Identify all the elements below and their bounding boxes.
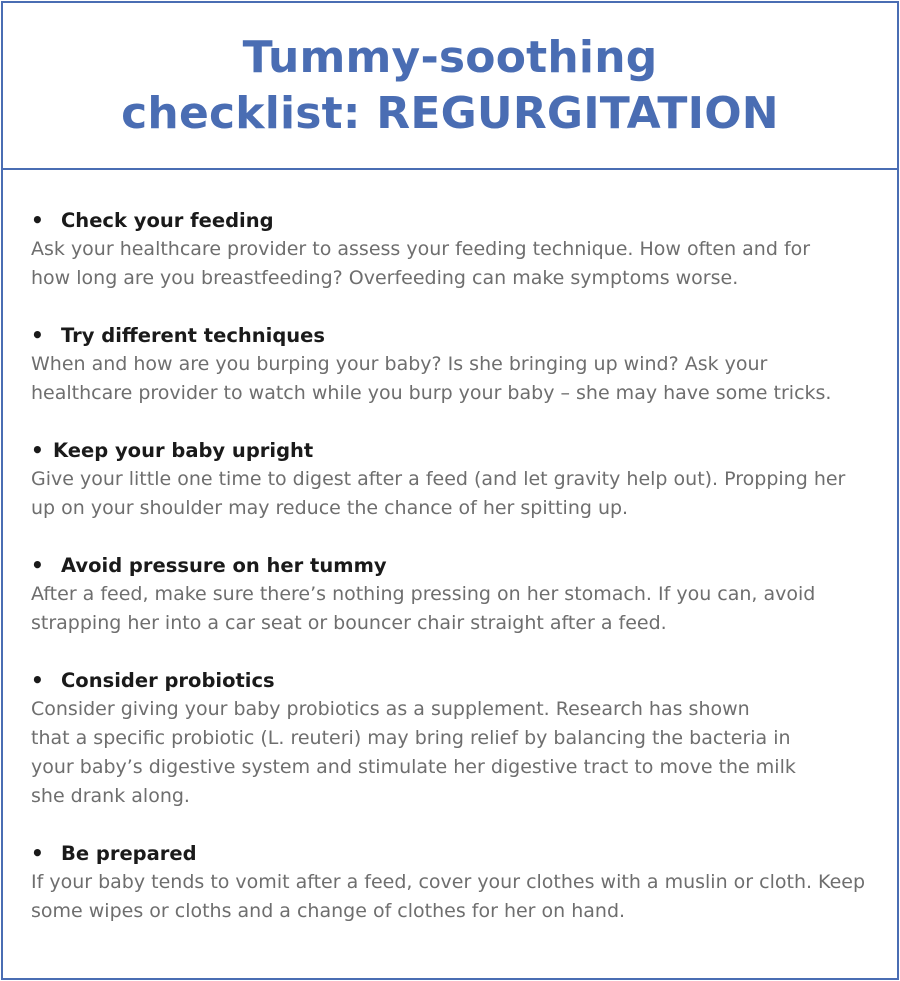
checklist xyxy=(3,170,897,926)
checklist-item xyxy=(31,436,877,523)
item-description: If your baby tends to vomit after a feed, cover your clothes with a muslin or cloth. Keep some wipes or cloths and a change of clothes for her on hand. xyxy=(31,871,866,922)
page-title xyxy=(121,30,779,142)
bullet-icon: • xyxy=(31,323,44,347)
item-heading xyxy=(31,666,877,695)
item-description: Ask your healthcare provider to assess your feeding technique. How often and for how long are you breastfeeding? Overfeeding can make symptoms worse. xyxy=(31,238,811,289)
bullet-icon: • xyxy=(31,668,44,692)
bullet-icon: • xyxy=(31,438,44,462)
item-description: When and how are you burping your baby? Is she bringing up wind? Ask your healthcare provider to watch while you burp your baby – she may have some tricks. xyxy=(31,353,832,404)
bullet-icon: • xyxy=(31,208,44,232)
title-line-1: Tummy-soothing xyxy=(242,31,658,83)
checklist-item xyxy=(31,551,877,638)
item-heading xyxy=(31,839,877,868)
checklist-item xyxy=(31,839,877,926)
bullet-icon: • xyxy=(31,841,44,865)
item-title: Be prepared xyxy=(61,842,197,865)
item-heading xyxy=(31,436,877,465)
item-description: After a feed, make sure there’s nothing pressing on her stomach. If you can, avoid strapping her into a car seat or bouncer chair straight after a feed. xyxy=(31,583,816,634)
header xyxy=(3,3,897,170)
item-title: Consider probiotics xyxy=(61,669,275,692)
item-title: Keep your baby upright xyxy=(53,439,314,462)
item-description: Give your little one time to digest after a feed (and let gravity help out). Propping her up on your shoulder may reduce the chance of her spitting up. xyxy=(31,468,846,519)
bullet-icon: • xyxy=(31,553,44,577)
item-description: Consider giving your baby probiotics as a supplement. Research has shown that a specific probiotic (L. reuteri) may bring relief by balancing the bacteria in your baby’s digestive system and stimulate her digestive tract to move the milk she drank along. xyxy=(31,698,796,807)
item-title: Avoid pressure on her tummy xyxy=(61,554,387,577)
title-line-2: checklist: REGURGITATION xyxy=(121,87,779,139)
checklist-item xyxy=(31,321,877,408)
checklist-card xyxy=(1,1,899,980)
checklist-item xyxy=(31,666,877,811)
item-title: Check your feeding xyxy=(61,209,274,232)
item-heading xyxy=(31,321,877,350)
item-heading xyxy=(31,206,877,235)
item-heading xyxy=(31,551,877,580)
checklist-item xyxy=(31,206,877,293)
item-title: Try different techniques xyxy=(61,324,326,347)
